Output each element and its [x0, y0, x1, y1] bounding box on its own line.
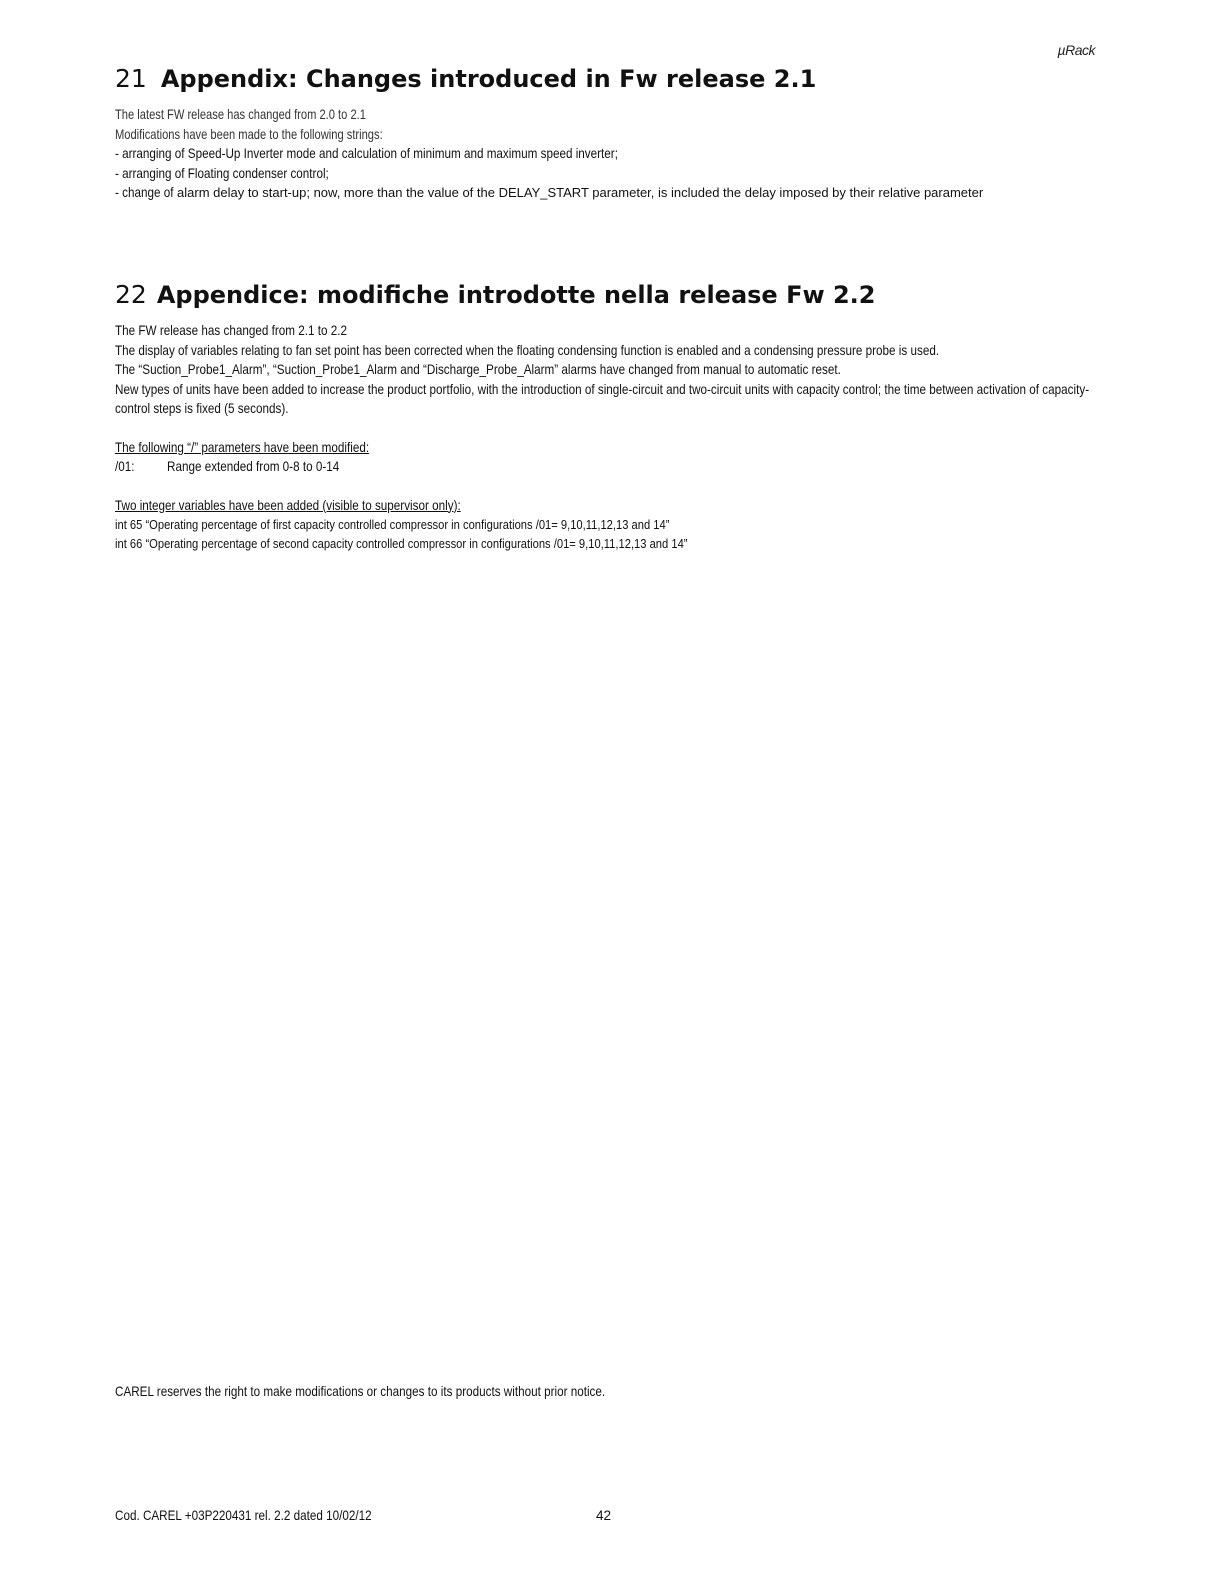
section-21-heading [115, 64, 1099, 93]
params-heading: The following “/” parameters have been modified: [115, 439, 370, 455]
section-21-number: 21 [115, 64, 147, 93]
section-22-line-2: The display of variables relating to fan set point has been corrected when the floating condensing function is enabled and a condensing pressure probe is used. [115, 342, 940, 358]
page-number: 42 [596, 1508, 612, 1523]
section-22-heading [115, 280, 1099, 309]
section-22-number: 22 [115, 280, 147, 309]
section-21-line-5-rest: alarm delay to start-up; now, more than the value of the DELAY_START parameter, is included the delay imposed by their relative parameter [177, 185, 984, 200]
section-22 [115, 280, 1099, 553]
header-brand: µRack [1057, 42, 1095, 58]
section-21-line-5 [115, 183, 1099, 203]
section-21-title: Appendix: Changes introduced in Fw release 2.1 [160, 65, 817, 93]
param-code: /01: [115, 459, 135, 474]
param-description: Range extended from 0-8 to 0-14 [167, 459, 340, 474]
section-22-line-3: The “Suction_Probe1_Alarm”, “Suction_Probe1_Alarm and “Discharge_Probe_Alarm” alarms have changed from manual to automatic reset. [115, 362, 841, 377]
section-22-line-1: The FW release has changed from 2.1 to 2.2 [115, 323, 347, 338]
footer-notice-text: CAREL reserves the right to make modifications or changes to its products without prior notice. [115, 1384, 606, 1399]
section-21-line-3: - arranging of Speed-Up Inverter mode and calculation of minimum and maximum speed inverter; [115, 146, 618, 161]
footer-notice [115, 1384, 685, 1399]
section-21 [115, 64, 1099, 203]
section-21-line-1: The latest FW release has changed from 2.0 to 2.1 [115, 107, 366, 122]
section-21-line-2: Modifications have been made to the following strings: [115, 126, 383, 142]
footer-code [115, 1508, 413, 1523]
param-row [115, 457, 1099, 477]
section-22-title: Appendice: modifiche introdotte nella release Fw 2.2 [156, 281, 876, 309]
int-item-66: int 66 “Operating percentage of second capacity controlled compressor in configurations /01= 9,10,11,12,13 and 14” [115, 536, 688, 551]
section-21-line-5-prefix: - change of [115, 185, 174, 200]
section-21-line-4: - arranging of Floating condenser control; [115, 165, 329, 181]
int-item-65: int 65 “Operating percentage of first capacity controlled compressor in configurations /01= 9,10,11,12,13 and 14” [115, 517, 670, 532]
section-22-units-paragraph: New types of units have been added to increase the product portfolio, with the introduction of single-circuit and two-circuit units with capacity control; the time between activation of capacity-control steps is fixed (5 seconds). [115, 381, 1090, 416]
ints-heading: Two integer variables have been added (visible to supervisor only): [115, 497, 461, 513]
footer-code-text: Cod. CAREL +03P220431 rel. 2.2 dated 10/02/12 [115, 1508, 372, 1523]
